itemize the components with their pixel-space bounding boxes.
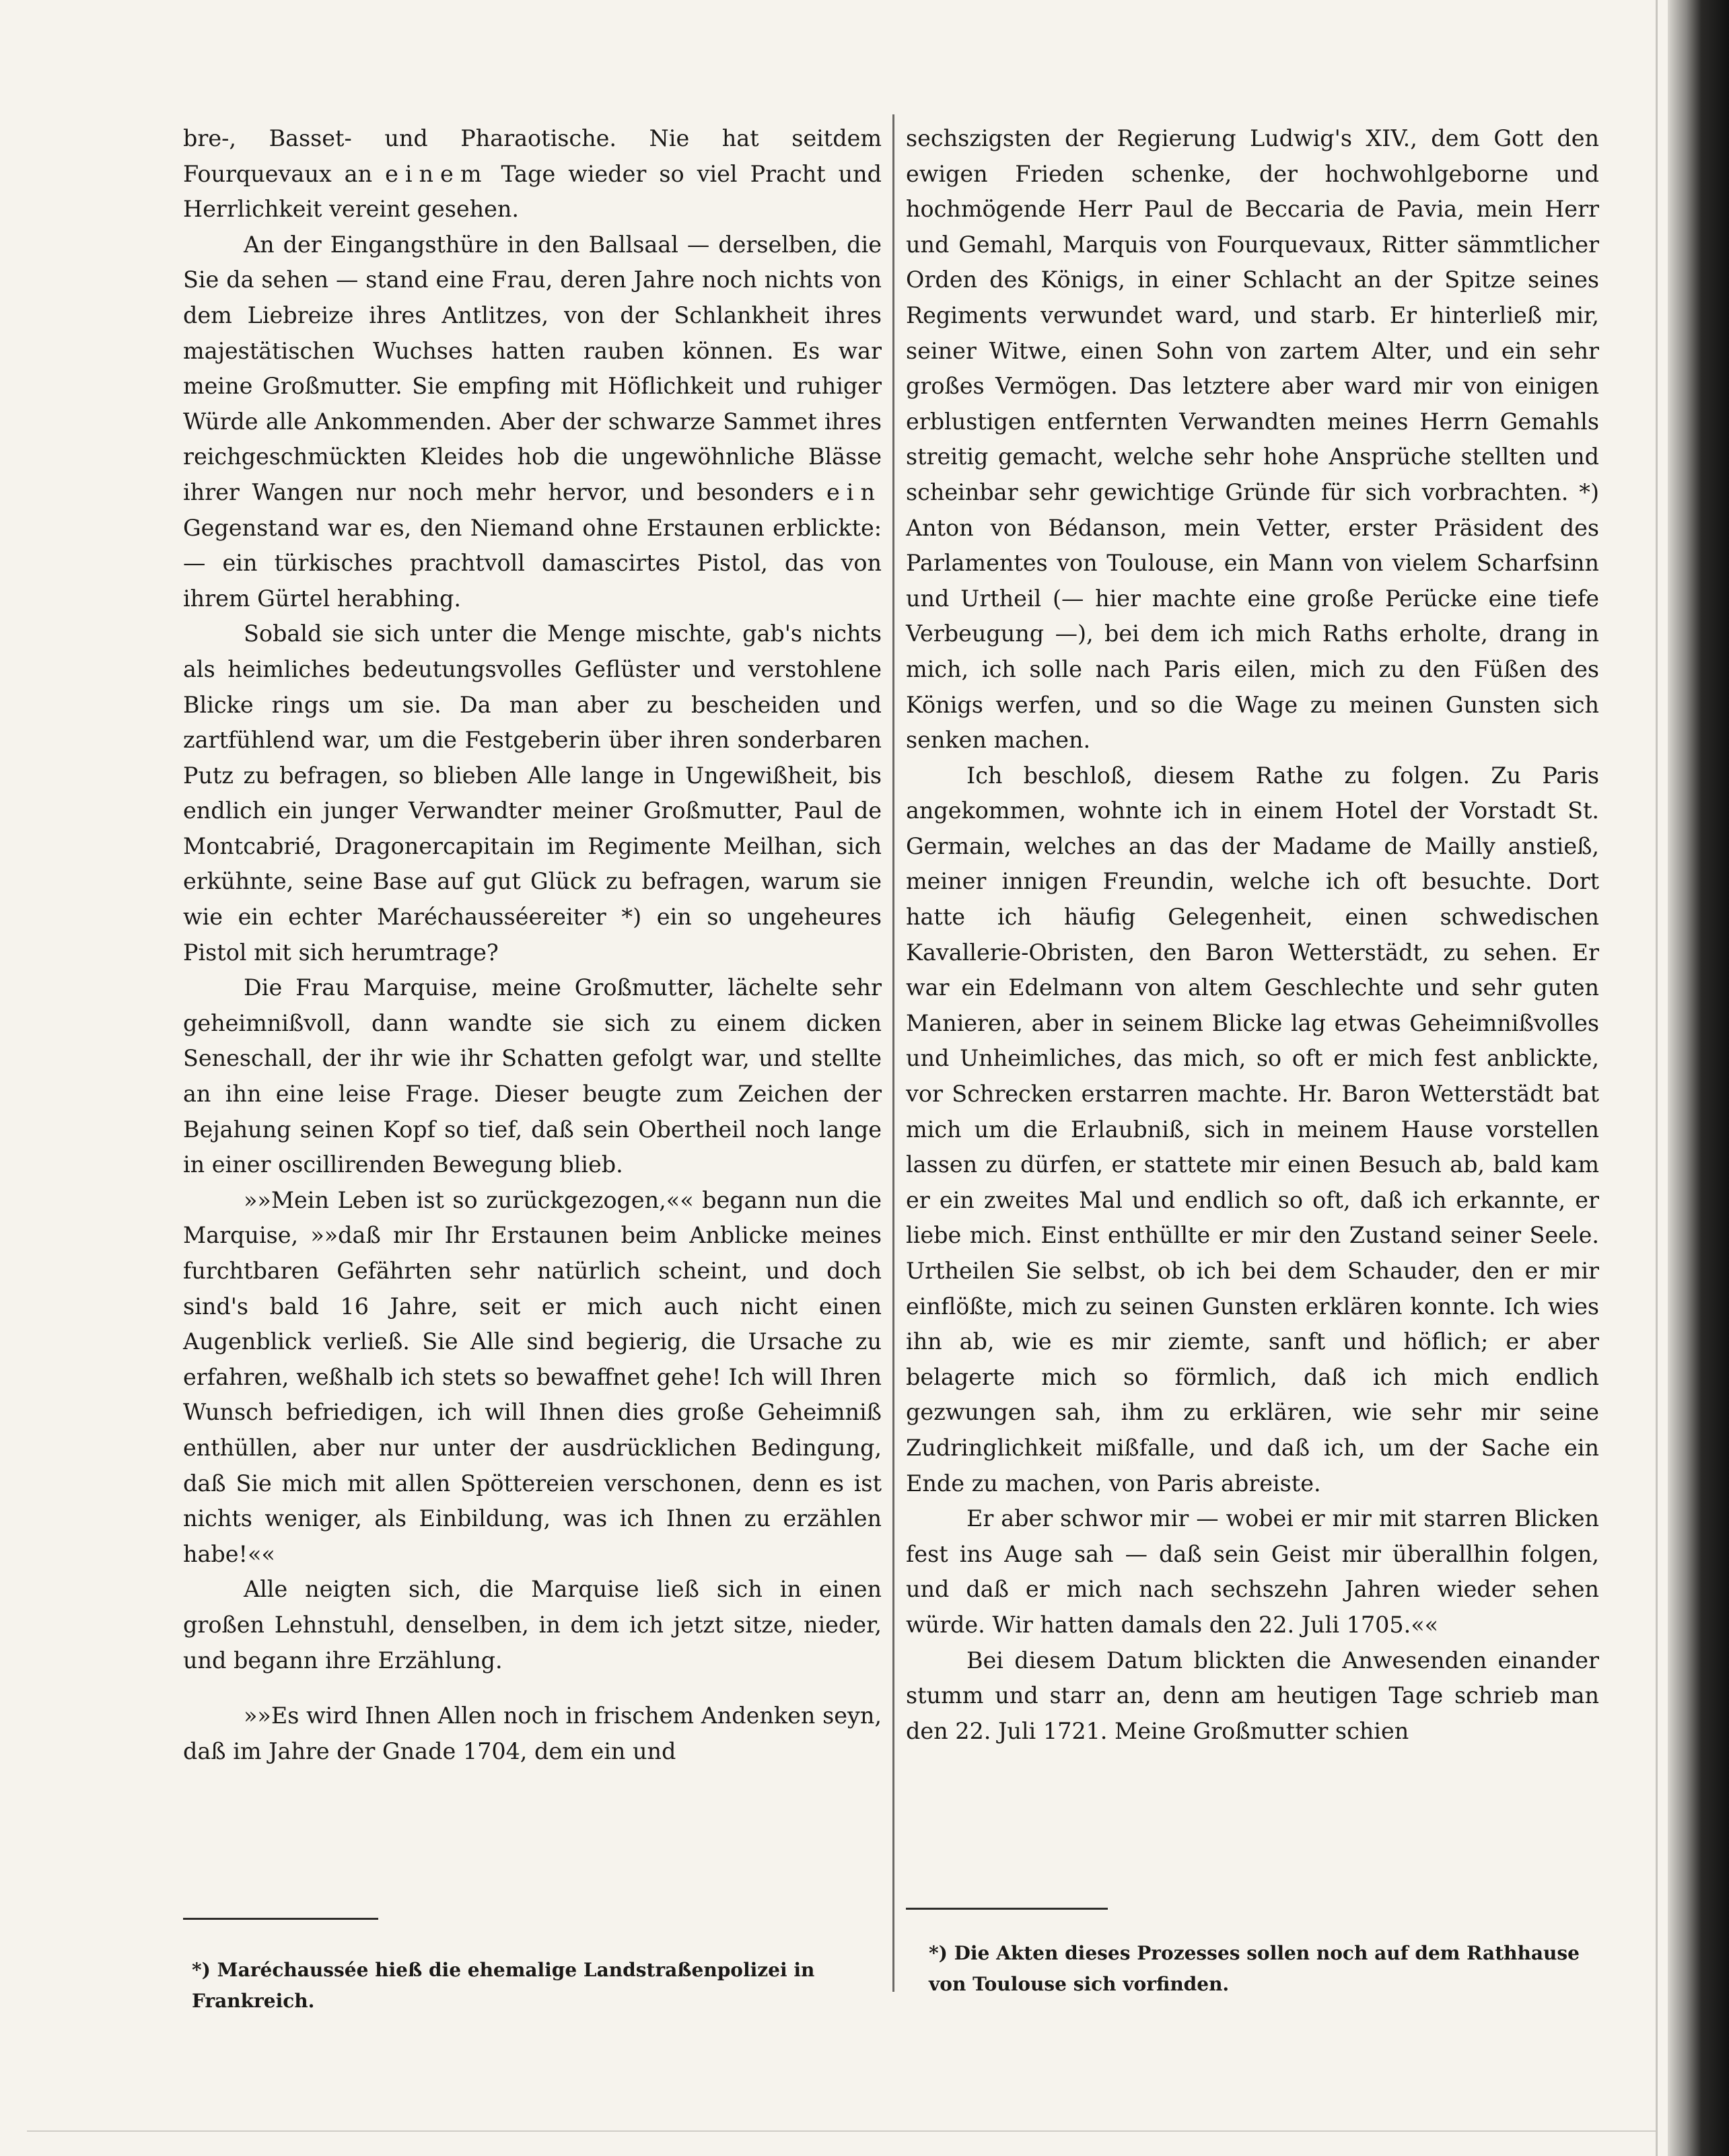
paragraph: Ich beschloß, diesem Rathe zu folgen. Zu Paris angekommen, wohnte ich in einem Hotel der Vorstadt St. Germain, welches an das der Madame de Mailly anstieß, meiner innigen Freundin, welche ich oft besuchte. Dort hatte ich häufig Gelegenheit, einen schwedischen Kavallerie-Obristen, den Baron Wetterstädt, zu sehen. Er war ein Edelmann von altem Geschlechte und sehr guten Manieren, aber in seinem Blicke lag etwas Geheimnißvolles und Unheimliches, das mich, so oft er mich fest anblickte, vor Schrecken erstarren machte. Hr. Baron Wetterstädt bat mich um die Erlaubniß, sich in meinem Hause vorstellen lassen zu dürfen, er stattete mir einen Besuch ab, bald kam er ein zweites Mal und endlich so oft, daß ich erkannte, er liebe mich. Einst enthüllte er mir den Zustand seiner Seele. Urtheilen Sie selbst, ob ich bei dem Schauder, den er mir einflößte, mich zu seinen Gunsten erklären konnte. Ich wies ihn ab, wie es mir ziemte, sanft und höflich; er aber belagerte mich so förmlich, daß ich mich endlich gezwungen sah, ihm zu erklären, wie sehr mir seine Zudringlichkeit mißfalle, und daß ich, um der Sache ein Ende zu machen, von Paris abreiste. (906, 762, 1599, 1497)
paragraph (183, 227, 882, 617)
paragraph: Alle neigten sich, die Marquise ließ sich in einen großen Lehnstuhl, denselben, in dem ich jetzt sitze, nieder, und begann ihre Erzählung. (183, 1576, 882, 1674)
left-column (183, 121, 882, 1769)
paragraph: »»Mein Leben ist so zurückgezogen,«« begann nun die Marquise, »»daß mir Ihr Erstaunen beim Anblicke meines furchtbaren Gefährten sehr natürlich scheint, und doch sind's bald 16 Jahre, seit er mich auch nicht einen Augenblick verließ. Sie Alle sind begierig, die Ursache zu erfahren, weßhalb ich stets so bewaffnet gehe! Ich will Ihren Wunsch befriedigen, ich will Ihnen dies große Geheimniß enthüllen, aber nur unter der ausdrücklichen Bedingung, daß Sie mich mit allen Spöttereien verschonen, denn es ist nichts weniger, als Einbildung, was ich Ihnen zu erzählen habe!«« (183, 1186, 882, 1567)
paragraph-fragment: Gegenstand war es, den Niemand ohne Erstaunen erblickte: — ein türkisches prachtvoll damascirtes Pistol, das von ihrem Gürtel herabhing. (183, 514, 882, 612)
emphasis-spaced: ein (826, 478, 882, 505)
paragraph: Die Frau Marquise, meine Großmutter, lächelte sehr geheimnißvoll, dann wandte sie sich zu einem dicken Seneschall, der ihr wie ihr Schatten gefolgt war, und stellte an ihn eine leise Frage. Dieser beugte zum Zeichen der Bejahung seinen Kopf so tief, daß sein Obertheil noch lange in einer oscillirenden Bewegung blieb. (183, 974, 882, 1178)
paragraph: Er aber schwor mir — wobei er mir mit starren Blicken fest ins Auge sah — daß sein Geist mir überallhin folgen, und daß er mich nach sechszehn Jahren wieder sehen würde. Wir hatten damals den 22. Juli 1705.«« (906, 1505, 1599, 1638)
footnote-rule (183, 1918, 378, 1920)
page-edge-line (1656, 0, 1658, 2156)
book-binding-shadow (1668, 0, 1729, 2156)
paragraph (183, 121, 882, 227)
paragraph-fragment: An der Eingangsthüre in den Ballsaal — derselben, die Sie da sehen — stand eine Frau, deren Jahre noch nichts von dem Liebreize ihres Antlitzes, von der Schlankheit ihres majestätischen Wuchses hatten rauben können. Es war meine Großmutter. Sie empfing mit Höflichkeit und ruhiger Würde alle Ankommenden. Aber der schwarze Sammet ihres reichgeschmückten Kleides hob die ungewöhnliche Blässe ihrer Wangen nur noch mehr hervor, und besonders (183, 231, 882, 505)
footnote-left: *) Maréchaussée hieß die ehemalige Landstraßenpolizei in Frankreich. (192, 1959, 815, 2012)
paragraph: »»Es wird Ihnen Allen noch in frischem Andenken seyn, daß im Jahre der Gnade 1704, dem ein und (183, 1702, 882, 1764)
paragraph-fragment: Tage wieder so viel Pracht und Herrlichkeit vereint gesehen. (183, 160, 882, 223)
paragraph-fragment: bre-, Basset- und Pharaotische. Nie hat seitdem Fourquevaux an (183, 125, 882, 187)
emphasis-spaced: einem (385, 160, 489, 187)
footnote-right: *) Die Akten dieses Prozesses sollen noch auf dem Rathhause von Toulouse sich vorfinden. (929, 1942, 1580, 1995)
paragraph: sechszigsten der Regierung Ludwig's XIV., dem Gott den ewigen Frieden schenke, der hochwohlgeborne und hochmögende Herr Paul de Beccaria de Pavia, mein Herr und Gemahl, Marquis von Fourquevaux, Ritter sämmtlicher Orden des Königs, in einer Schlacht an der Spitze seines Regiments verwundet ward, und starb. Er hinterließ mir, seiner Witwe, einen Sohn von zartem Alter, und ein sehr großes Vermögen. Das letztere aber ward mir von einigen erblustigen entfernten Verwandten meines Herrn Gemahls streitig gemacht, welche sehr hohe Ansprüche stellten und scheinbar sehr gewichtige Gründe für sich vorbrachten. *) Anton von Bédanson, mein Vetter, erster Präsident des Parlamentes von Toulouse, ein Mann von vielem Scharfsinn und Urtheil (— hier machte eine große Perücke eine tiefe Verbeugung —), bei dem ich mich Raths erholte, drang in mich, ich solle nach Paris eilen, mich zu den Füßen des Königs werfen, und so die Wage zu meinen Gunsten sich senken machen. (906, 125, 1599, 754)
footnote-rule (906, 1908, 1108, 1910)
paragraph: Sobald sie sich unter die Menge mischte, gab's nichts als heimliches bedeutungsvolles Geflüster und verstohlene Blicke rings um sie. Da man aber zu bescheiden und zartfühlend war, um die Festgeberin über ihren sonderbaren Putz zu befragen, so blieben Alle lange in Ungewißheit, bis endlich ein junger Verwandter meiner Großmutter, Paul de Montcabrié, Dragonercapitain im Regimente Meilhan, sich erkühnte, seine Base auf gut Glück zu befragen, warum sie wie ein echter Maréchausséereiter *) ein so ungeheures Pistol mit sich herumtrage? (183, 620, 882, 966)
page-bottom-edge (27, 2130, 1656, 2132)
column-divider (892, 114, 894, 1992)
paragraph: Bei diesem Datum blickten die Anwesenden einander stumm und starr an, denn am heutigen Tage schrieb man den 22. Juli 1721. Meine Großmutter schien (906, 1647, 1599, 1744)
right-column (906, 121, 1599, 1749)
